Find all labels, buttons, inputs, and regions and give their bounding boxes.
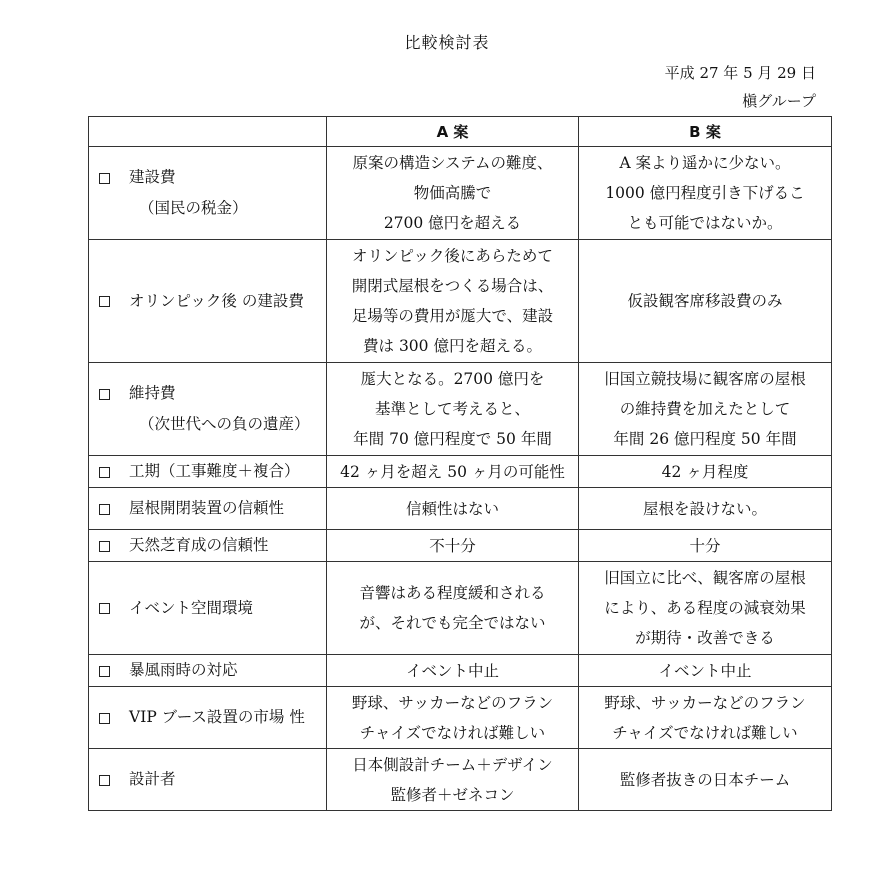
item-label: 建設費 bbox=[129, 168, 176, 186]
cell-line: 野球、サッカーなどのフラン bbox=[351, 693, 554, 712]
cell-line: 原案の構造システムの難度、 bbox=[352, 154, 553, 172]
plan-a-cell bbox=[327, 562, 579, 655]
checkbox-icon bbox=[99, 655, 113, 686]
table-row bbox=[89, 530, 832, 562]
cell-line: 旧国立競技場に観客席の屋根 bbox=[604, 370, 806, 388]
checkbox-icon bbox=[99, 493, 113, 524]
item-label: 性 bbox=[289, 708, 305, 726]
cell-line: 1000 億円程度引き下げるこ bbox=[605, 184, 805, 202]
cell-line: 日本側設計チーム＋デザイン bbox=[352, 755, 553, 774]
item-cell bbox=[89, 363, 327, 456]
cell-line: 42 ヶ月を超え 50 ヶ月の可能性 bbox=[340, 462, 565, 481]
plan-a-cell bbox=[327, 363, 579, 456]
item-cell bbox=[89, 456, 327, 488]
cell-line: イベント中止 bbox=[405, 661, 499, 680]
table-row bbox=[89, 147, 832, 240]
plan-a-cell bbox=[327, 655, 579, 687]
item-label: 天然芝育成の信頼性 bbox=[129, 536, 269, 554]
item-sublabel: （次世代への負の遺産） bbox=[139, 415, 310, 433]
checkbox-icon bbox=[99, 162, 113, 193]
table-header-row bbox=[89, 117, 832, 147]
header-plan-a: A 案 bbox=[327, 117, 579, 147]
plan-a-cell bbox=[327, 240, 579, 363]
cell-line: 音響はある程度緩和される bbox=[359, 584, 546, 602]
item-cell bbox=[89, 687, 327, 749]
checkbox-icon bbox=[99, 764, 113, 795]
item-label: VIP ブース設置の市場 bbox=[129, 708, 285, 726]
plan-a-cell bbox=[327, 488, 579, 530]
comparison-table bbox=[88, 116, 832, 811]
document-title: 比較検討表 bbox=[404, 33, 490, 52]
plan-b-cell bbox=[579, 240, 832, 363]
document-organization: 槇グループ bbox=[742, 92, 816, 110]
item-cell bbox=[89, 530, 327, 562]
plan-b-cell bbox=[579, 363, 832, 456]
plan-a-cell bbox=[327, 687, 579, 749]
cell-line: 不十分 bbox=[429, 536, 476, 555]
cell-line: 旧国立に比べ、観客席の屋根 bbox=[604, 569, 806, 587]
cell-line: チャイズでなければ難しい bbox=[612, 723, 798, 742]
table-row bbox=[89, 488, 832, 530]
item-cell bbox=[89, 147, 327, 240]
cell-line: 基準として考えると、 bbox=[374, 400, 530, 418]
table-row bbox=[89, 363, 832, 456]
table-row bbox=[89, 562, 832, 655]
item-cell bbox=[89, 562, 327, 655]
item-cell bbox=[89, 488, 327, 530]
item-label: 設計者 bbox=[129, 770, 176, 788]
checkbox-icon bbox=[99, 702, 113, 733]
item-label: 屋根開閉装置の信頼性 bbox=[129, 499, 285, 517]
cell-line: 屋根を設けない。 bbox=[642, 499, 767, 518]
cell-line: イベント中止 bbox=[658, 661, 752, 680]
plan-b-cell bbox=[579, 147, 832, 240]
checkbox-icon bbox=[99, 530, 113, 561]
cell-line: の維持費を加えたとして bbox=[619, 400, 791, 418]
plan-b-cell bbox=[579, 530, 832, 562]
cell-line: 足場等の費用が厖大で、建設 bbox=[351, 307, 554, 325]
checkbox-icon bbox=[99, 593, 113, 624]
document-date: 平成 27 年 5 月 29 日 bbox=[664, 64, 816, 82]
plan-a-cell bbox=[327, 456, 579, 488]
item-label: オリンピック後 bbox=[129, 291, 237, 310]
item-cell bbox=[89, 749, 327, 811]
plan-b-cell bbox=[579, 687, 832, 749]
cell-line: 年間 70 億円程度で 50 年間 bbox=[353, 430, 552, 448]
plan-a-cell bbox=[327, 530, 579, 562]
table-row bbox=[89, 240, 832, 363]
item-label: イベント空間環境 bbox=[129, 598, 254, 617]
plan-b-cell bbox=[579, 749, 832, 811]
cell-line: 開閉式屋根をつくる場合は、 bbox=[351, 277, 554, 295]
cell-line: チャイズでなければ難しい bbox=[359, 723, 546, 742]
plan-b-cell bbox=[579, 562, 832, 655]
checkbox-icon bbox=[99, 286, 113, 317]
cell-line: 2700 億円を超える bbox=[383, 214, 522, 232]
plan-a-cell bbox=[327, 749, 579, 811]
cell-line: オリンピック後にあらためて bbox=[352, 247, 553, 265]
cell-line: 費は 300 億円を超える。 bbox=[363, 337, 542, 355]
plan-b-cell bbox=[579, 488, 832, 530]
plan-b-cell bbox=[579, 456, 832, 488]
cell-line: 監修者＋ゼネコン bbox=[390, 785, 515, 804]
item-label: 工期（工事難度＋複合） bbox=[129, 462, 300, 480]
cell-line: 十分 bbox=[689, 536, 721, 555]
cell-line: が、それでも完全ではない bbox=[359, 614, 546, 632]
item-sublabel: （国民の税金） bbox=[139, 199, 248, 217]
table-row bbox=[89, 456, 832, 488]
cell-line: 仮設観客席移設費のみ bbox=[627, 292, 783, 310]
cell-line: 物価高騰で bbox=[413, 184, 492, 202]
table-row bbox=[89, 749, 832, 811]
item-label: 維持費 bbox=[129, 384, 176, 402]
cell-line: 年間 26 億円程度 50 年間 bbox=[613, 430, 797, 448]
cell-line: A 案より遥かに少ない。 bbox=[619, 154, 791, 172]
header-item bbox=[89, 117, 327, 147]
cell-line: により、ある程度の減衰効果 bbox=[604, 599, 806, 617]
plan-b-cell bbox=[579, 655, 832, 687]
item-label: の建設費 bbox=[241, 291, 304, 310]
cell-line: 厖大となる。2700 億円を bbox=[360, 370, 545, 388]
checkbox-icon bbox=[99, 378, 113, 409]
item-cell bbox=[89, 655, 327, 687]
cell-line: 野球、サッカーなどのフラン bbox=[604, 693, 806, 712]
table-row bbox=[89, 687, 832, 749]
item-cell bbox=[89, 240, 327, 363]
table-row bbox=[89, 655, 832, 687]
cell-line: 監修者抜きの日本チーム bbox=[619, 770, 791, 789]
cell-line: 42 ヶ月程度 bbox=[661, 462, 749, 481]
cell-line: とも可能ではないか。 bbox=[627, 214, 783, 232]
plan-a-cell bbox=[327, 147, 579, 240]
cell-line: が期待・改善できる bbox=[635, 629, 775, 647]
cell-line: 信頼性はない bbox=[405, 499, 499, 518]
header-plan-b: B 案 bbox=[579, 117, 832, 147]
checkbox-icon bbox=[99, 456, 113, 487]
item-label: 暴風雨時の対応 bbox=[129, 661, 238, 679]
